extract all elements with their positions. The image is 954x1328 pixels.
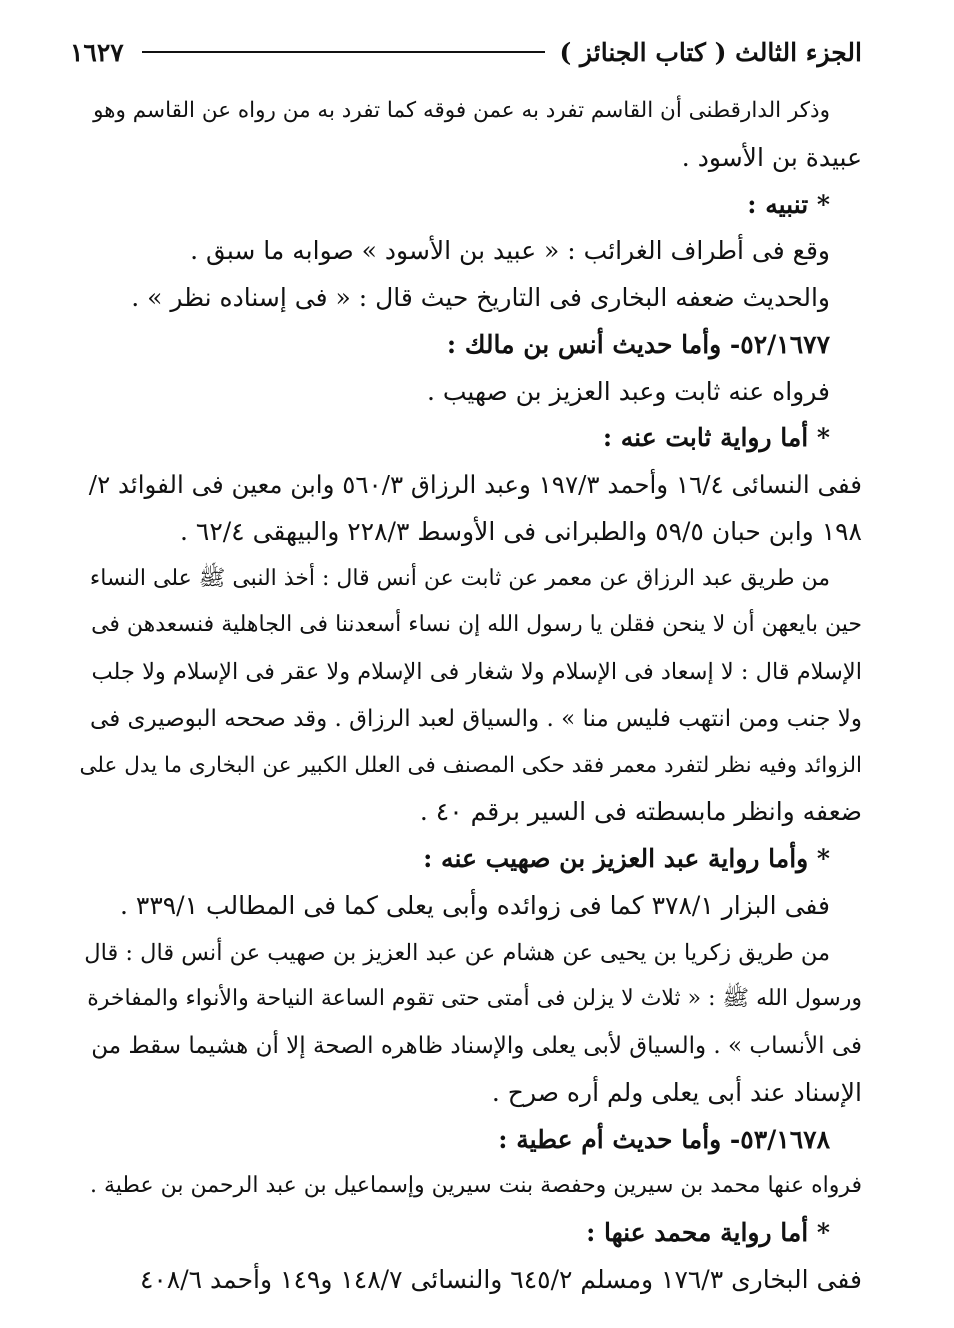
page-number: ١٦٢٧ <box>70 37 124 67</box>
body-line: الإسلام قال : لا إسعاد فى الإسلام ولا شغار فى الإسلام ولا عقر فى الإسلام ولا جلب <box>91 659 862 685</box>
body-line: ففى البزار ٣٧٨/١ كما فى زوائده وأبى يعلى كما فى المطالب ٣٣٩/١ . <box>119 890 830 920</box>
body-line: فرواه عنها محمد بن سيرين وحفصة بنت سيرين وإسماعيل بن عبد الرحمن بن عطية . <box>90 1173 862 1199</box>
body-line: الإسناد عند أبى يعلى ولم أره صرح . <box>491 1077 862 1107</box>
header-rule <box>142 51 546 53</box>
running-head: الجزء الثالث ( كتاب الجنائز ) <box>559 37 862 67</box>
body-line: وقع فى أطراف الغرائب : « عبيد بن الأسود » صوابه ما سبق . <box>190 236 830 266</box>
section-heading: * وأما رواية عبد العزيز بن صهيب عنه : <box>423 844 830 873</box>
body-line: من طريق زكريا بن يحيى عن هشام عن عبد العزيز بن صهيب عن أنس قال : قال <box>84 939 830 966</box>
body-line: حين بايعهن أن لا ينحن فقلن يا رسول الله إن نساء أسعدننا فى الجاهلية فنسعدهن فى <box>91 612 862 638</box>
body-line: ففى النسائى ١٦/٤ وأحمد ١٩٧/٣ وعبد الرزاق ٥٦٠/٣ وابن معين فى الفوائد ٢/ <box>88 470 862 499</box>
body-line: الزوائد وفيه نظر لتفرد معمر فقد حكى المصنف فى العلل الكبير عن البخارى ما يدل على <box>79 752 862 778</box>
body-line: فرواه عنه ثابت وعبد العزيز بن صهيب . <box>426 376 830 406</box>
body-line: وذكر الدارقطنى أن القاسم تفرد به عمن فوقه كما تفرد به من رواه عن القاسم وهو <box>93 98 830 123</box>
section-heading: * أما رواية ثابت عنه : <box>602 423 830 453</box>
section-heading: * أما رواية محمد عنها : <box>586 1218 830 1247</box>
body-line: فى الأنساب » . والسياق لأبى يعلى والإسناد ظاهره الصحة إلا أن هشيما سقط من <box>91 1033 862 1059</box>
body-line: عبيدة بن الأسود . <box>681 142 862 172</box>
body-line: ورسول الله ﷺ : « ثلاث لا يزلن فى أمتى حتى تقوم الساعة النياحة والأنواء والمفاخرة <box>87 986 862 1012</box>
body-line: ففى البخارى ١٧٦/٣ ومسلم ٦٤٥/٢ والنسائى ١٤٨/٧ و١٤٩ وأحمد ٤٠٨/٦ <box>139 1264 862 1294</box>
page-header <box>70 32 862 72</box>
body-line: ضعفه وانظر مابسطته فى السير برقم ٤٠ . <box>419 797 862 827</box>
body-line: من طريق عبد الرزاق عن معمر عن ثابت عن أنس قال : أخذ النبى ﷺ على النساء <box>89 565 830 591</box>
page-body <box>78 88 862 1304</box>
hadith-heading: ٥٣/١٦٧٨- وأما حديث أم عطية : <box>498 1124 830 1154</box>
body-line: والحديث ضعفه البخارى فى التاريخ حيث قال : « فى إسناده نظر » . <box>131 283 830 312</box>
body-line: ١٩٨ وابن حبان ٥٩/٥ والطبرانى فى الأوسط ٢٢٨/٣ والبيهقى ٦٢/٤ . <box>180 516 862 546</box>
body-line: ولا جنب ومن انتهب فليس منا » . والسياق لعبد الرزاق . وقد صححه البوصيرى فى <box>90 705 862 732</box>
section-heading: * تنبيه : <box>747 189 830 219</box>
hadith-heading: ٥٢/١٦٧٧- وأما حديث أنس بن مالك : <box>446 329 830 359</box>
